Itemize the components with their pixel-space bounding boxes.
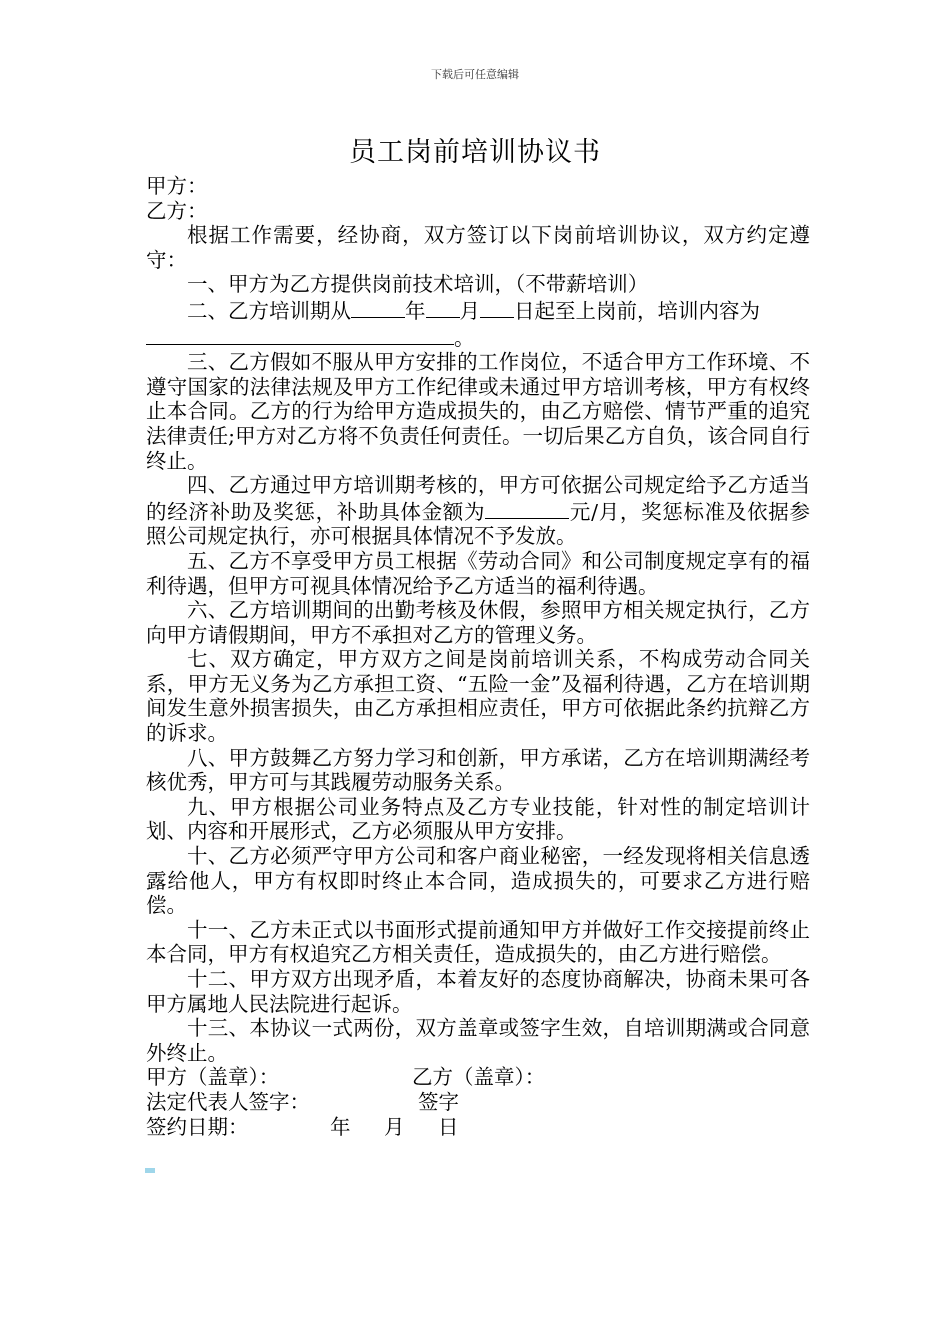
legal-rep-row [146, 1090, 810, 1115]
date-month: 月 [384, 1114, 405, 1139]
clause-2-year: 年 [405, 298, 426, 323]
clause-2-text-2: 日起至上岗前，培训内容为 [514, 298, 760, 323]
clause-10: 十、乙方必须严守甲方公司和客户商业秘密，一经发现将相关信息透露给他人，甲方有权即时终止本合同，造成损失的，可要求乙方进行赔偿。 [146, 844, 810, 918]
training-content-blank[interactable] [146, 324, 454, 345]
document-body [146, 174, 810, 1139]
clause-8: 八、甲方鼓舞乙方努力学习和创新，甲方承诺，乙方在培训期满经考核优秀，甲方可与其践履劳动服务关系。 [146, 745, 810, 795]
date-day: 日 [438, 1114, 459, 1139]
clause-9: 九、甲方根据公司业务特点及乙方专业技能，针对性的制定培训计划、内容和开展形式，乙方必须服从甲方安排。 [146, 794, 810, 844]
header-note: 下载后可任意编辑 [431, 68, 519, 81]
party-b-line: 乙方： [146, 198, 208, 223]
day-blank[interactable] [480, 297, 514, 318]
year-blank[interactable] [351, 297, 405, 318]
seal-row [146, 1065, 810, 1090]
clause-5: 五、乙方不享受甲方员工根据《劳动合同》和公司制度规定享有的福利待遇，但甲方可视具体情况给予乙方适当的福利待遇。 [146, 548, 810, 598]
clause-4-text-2: 元/月，奖惩标准及依据参照公司规定执行，亦可根据具体情况不予发放。 [146, 499, 811, 549]
clause-2-end: 。 [454, 325, 475, 350]
clause-12: 十二、甲方双方出现矛盾，本着友好的态度协商解决，协商未果可各甲方属地人民法院进行起诉。 [146, 967, 810, 1016]
document-title: 员工岗前培训协议书 [349, 137, 601, 168]
party-b-seal-label: 乙方（盖章）： [412, 1065, 546, 1090]
clause-7: 七、双方确定，甲方双方之间是岗前培训关系，不构成劳动合同关系，甲方无义务为乙方承担工资、“五险一金”及福利待遇，乙方在培训期间发生意外损害损失，由乙方承担相应责任，甲方可依据此条约抗辩乙方的诉求。 [146, 647, 810, 746]
intro-paragraph: 根据工作需要，经协商，双方签订以下岗前培训协议，双方约定遵守： [146, 223, 810, 272]
party-a-seal-label: 甲方（盖章）： [146, 1065, 280, 1090]
clause-2-month: 月 [459, 298, 480, 323]
clause-4-text-1: 四、乙方通过甲方培训期考核的，甲方可依据公司规定给予乙方适当的经济补助及奖惩，补助具体金额为 [146, 473, 810, 524]
legal-rep-label: 法定代表人签字： [146, 1089, 310, 1114]
signing-date-label: 签约日期： [146, 1114, 249, 1139]
date-row [146, 1115, 810, 1140]
month-blank[interactable] [426, 297, 460, 318]
clause-2 [146, 297, 810, 350]
clause-11: 十一、乙方未正式以书面形式提前通知甲方并做好工作交接提前终止本合同，甲方有权追究乙方相关责任，造成损失的，由乙方进行赔偿。 [146, 917, 810, 967]
clause-1: 一、甲方为乙方提供岗前技术培训，（不带薪培训） [187, 272, 649, 297]
clause-4 [146, 473, 810, 549]
sign-label: 签字 [418, 1089, 459, 1114]
text-cursor-marker [145, 1168, 155, 1173]
subsidy-amount-blank[interactable] [485, 498, 569, 519]
clause-3: 三、乙方假如不服从甲方安排的工作岗位，不适合甲方工作环境、不遵守国家的法律法规及甲方工作纪律或未通过甲方培训考核，甲方有权终止本合同。乙方的行为给甲方造成损失的，由乙方赔偿、情节严重的追究法律责任;甲方对乙方将不负责任何责任。一切后果乙方自负，该合同自行终止。 [146, 350, 810, 473]
party-a-line: 甲方： [146, 174, 208, 198]
clause-2-text-1: 二、乙方培训期从 [187, 298, 351, 323]
clause-6: 六、乙方培训期间的出勤考核及休假，参照甲方相关规定执行，乙方向甲方请假期间，甲方不承担对乙方的管理义务。 [146, 598, 810, 647]
date-year: 年 [330, 1114, 351, 1139]
clause-13: 十三、本协议一式两份，双方盖章或签字生效，自培训期满或合同意外终止。 [146, 1016, 810, 1065]
